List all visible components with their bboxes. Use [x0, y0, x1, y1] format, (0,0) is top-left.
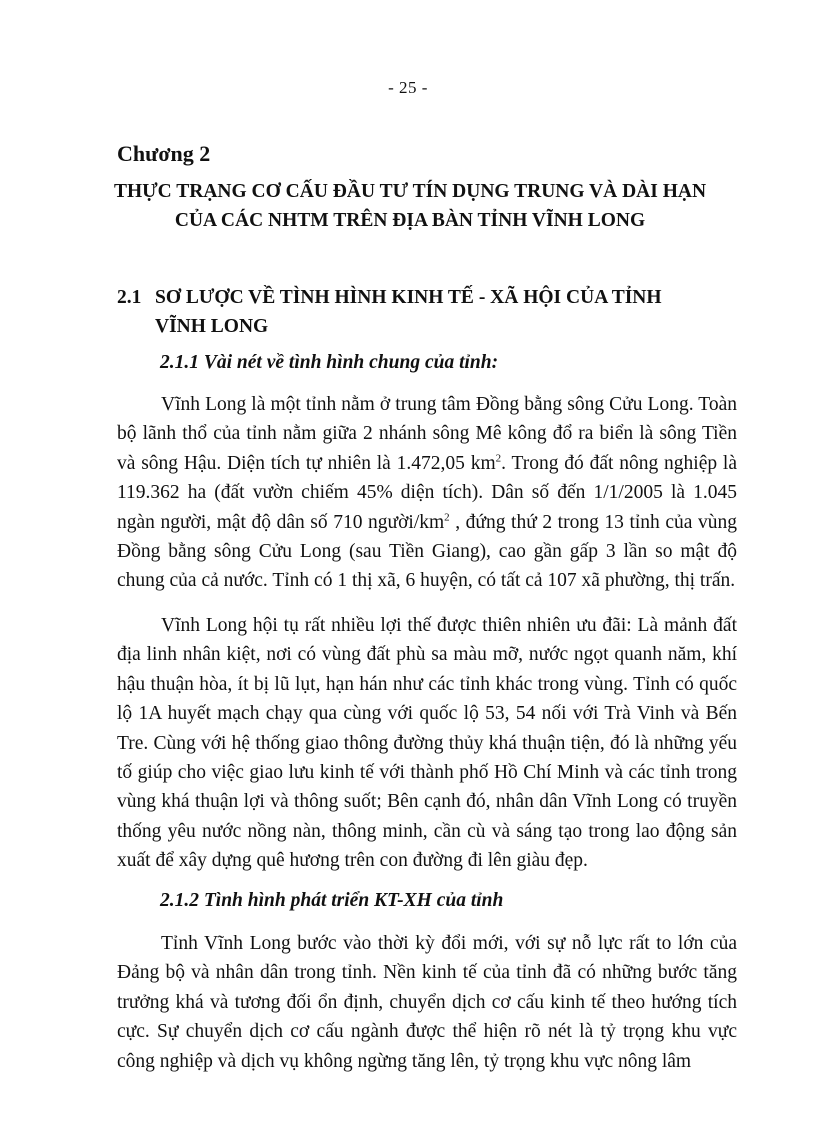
superscript-area-unit: 2	[495, 452, 502, 465]
subsection-heading-2-1-1: 2.1.1 Vài nét về tình hình chung của tỉnh:	[160, 352, 499, 373]
section-heading	[117, 283, 717, 341]
chapter-title-line-1: THỰC TRẠNG CƠ CẤU ĐẦU TƯ TÍN DỤNG TRUNG VÀ DÀI HẠN	[113, 181, 707, 202]
paragraph-overview-text-1: Vĩnh Long là một tỉnh nằm ở trung tâm Đồng bằng sông Cửu Long. Toàn bộ lãnh thổ của tỉnh nằm giữa 2 nhánh sông Mê kông đổ ra biển là sông Tiền và sông Hậu. Diện tích tự nhiên là 1.472,05 km	[117, 394, 737, 474]
chapter-title-line-2: CỦA CÁC NHTM TRÊN ĐỊA BÀN TỈNH VĨNH LONG	[174, 210, 646, 231]
chapter-label: Chương 2	[117, 141, 211, 166]
page-number: - 25 -	[388, 78, 428, 97]
paragraph-overview-text-3: , đứng thứ 2 trong 13 tỉnh của vùng Đồng bằng sông Cửu Long (sau Tiền Giang), cao gần gấp 3 lần so mật độ chung của cả nước. Tỉnh có 1 thị xã, 6 huyện, có tất cả 107 xã phường, thị trấn.	[117, 511, 737, 592]
superscript-density-unit: 2	[444, 511, 450, 524]
section-title-line-1: SƠ LƯỢC VỀ TÌNH HÌNH KINH TẾ - XÃ HỘI CỦA TỈNH	[155, 287, 662, 308]
chapter-title	[90, 177, 730, 235]
paragraph-overview-text-2: . Trong đó đất nông nghiệp là 119.362 ha (đất vườn chiếm 45% diện tích). Dân số đến 1/1/2005 là 1.045 ngàn người, mật độ dân số 710 người/km	[117, 452, 737, 533]
subsection-heading-2-1-2: 2.1.2 Tình hình phát triển KT-XH của tỉnh	[160, 890, 504, 911]
section-number: 2.1	[117, 287, 142, 308]
paragraph-overview	[117, 390, 737, 596]
paragraph-advantages: Vĩnh Long hội tụ rất nhiều lợi thế được thiên nhiên ưu đãi: Là mảnh đất địa linh nhân kiệt, nơi có vùng đất phù sa màu mỡ, nước ngọt quanh năm, khí hậu thuận hòa, ít bị lũ lụt, hạn hán như các tỉnh khác trong vùng. Tỉnh có quốc lộ 1A huyết mạch chạy qua cùng với quốc lộ 53, 54 nối với Trà Vinh và Bến Tre. Cùng với hệ thống giao thông đường thủy khá thuận tiện, đó là những yếu tố giúp cho việc giao lưu kinh tế với thành phố Hồ Chí Minh và các tỉnh trong vùng khá thuận lợi và thông suốt; Bên cạnh đó, nhân dân Vĩnh Long có truyền thống yêu nước nồng nàn, thông minh, cần cù và sáng tạo trong lao động sản xuất để xây dựng quê hương trên con đường đi lên giàu đẹp.	[117, 615, 737, 872]
paragraph-development: Tỉnh Vĩnh Long bước vào thời kỳ đổi mới, với sự nỗ lực rất to lớn của Đảng bộ và nhân dân trong tỉnh. Nền kinh tế của tỉnh đã có những bước tăng trưởng khá và tương đối ổn định, chuyển dịch cơ cấu kinh tế theo hướng tích cực. Sự chuyển dịch cơ cấu ngành được thể hiện rõ nét là tỷ trọng khu vực công nghiệp và dịch vụ không ngừng tăng lên, tỷ trọng khu vực nông lâm	[117, 933, 737, 1072]
section-title-line-2: VĨNH LONG	[155, 316, 269, 337]
